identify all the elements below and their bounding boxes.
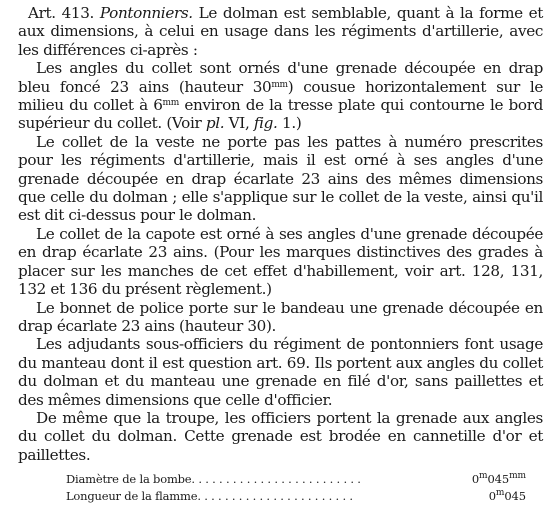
value-unit-superscript: mm: [509, 471, 526, 482]
collar-text-3: environ de la tresse plate qui contourne le bord supérieur du collet. (Voir: [18, 96, 543, 133]
value-decimal: 045: [487, 472, 510, 487]
value-int: 0: [471, 472, 480, 487]
value-m-superscript: m: [479, 471, 488, 482]
vest-paragraph: Le collet de la veste ne porte pas les pattes à numéro prescrites pour les régiments d'artillerie, mais il est orné à ses angles d'une grenade découpée en drap écarlate 23 ains des mêmes dimensions que celle du dolman ; elle s'applique sur le collet de la veste, ainsi qu'il est dit ci-dessus pour le dolman.: [18, 132, 543, 225]
unit-superscript: mm: [271, 79, 288, 90]
adjutants-paragraph: Les adjudants sous-officiers du régiment de pontonniers font usage du manteau dont il est question art. 69. Ils portent aux angles du collet du dolman et du manteau une grenade en filé d'or, sans paillettes et des mêmes dimensions que celle d'officier.: [18, 335, 543, 409]
dimension-row: [66, 488, 526, 505]
plate-number: VI,: [224, 114, 254, 133]
dimensions-table: [66, 471, 526, 505]
collar-paragraph: [18, 59, 543, 133]
value-m-superscript: m: [495, 488, 505, 499]
collar-text-1: Les angles du collet sont ornés d'une grenade découpée en drap bleu foncé 23 ains (hauteur 30: [18, 59, 543, 96]
dimension-value: [472, 471, 526, 488]
article-number: Art. 413.: [28, 4, 95, 22]
coat-paragraph: Le collet de la capote est orné à ses angles d'une grenade découpée en drap écarlate 23 ains. (Pour les marques distinctives des grades à placer sur les manches de cet effet d'habillement, voir art. 128, 131, 132 et 136 du présent règlement.): [18, 224, 543, 299]
unit-superscript: mm: [162, 98, 179, 109]
figure-number: 1.): [277, 114, 302, 133]
plate-reference: pl.: [205, 114, 225, 133]
value-int: 0: [488, 489, 496, 504]
figure-reference: fig.: [253, 114, 278, 133]
article-intro-paragraph: [18, 4, 543, 59]
article-intro-text: Le dolman est semblable, quant à la forme et aux dimensions, à celui en usage dans les régiments d'artillerie, avec les différences ci-après :: [18, 4, 544, 59]
value-decimal: 045: [504, 489, 526, 504]
cap-paragraph: Le bonnet de police porte sur le bandeau une grenade découpée en drap écarlate 23 ains (hauteur 30).: [18, 298, 543, 335]
officers-paragraph: De même que la troupe, les officiers portent la grenade aux angles du collet du dolman. Cette grenade est brodée en cannetille d'or et paillettes.: [18, 408, 543, 464]
dimension-label: Diamètre de la bombe. . . . . . . . . . . . . . . . . . . . . . . . .: [66, 472, 361, 487]
dimension-value: [489, 488, 526, 505]
dimension-label: Longueur de la flamme. . . . . . . . . . . . . . . . . . . . . . .: [66, 489, 353, 504]
article-title: Pontonniers.: [99, 4, 193, 22]
collar-text-2: ) cousue horizontalement sur le milieu du collet à 6: [18, 77, 543, 115]
dimension-row: [66, 471, 526, 488]
